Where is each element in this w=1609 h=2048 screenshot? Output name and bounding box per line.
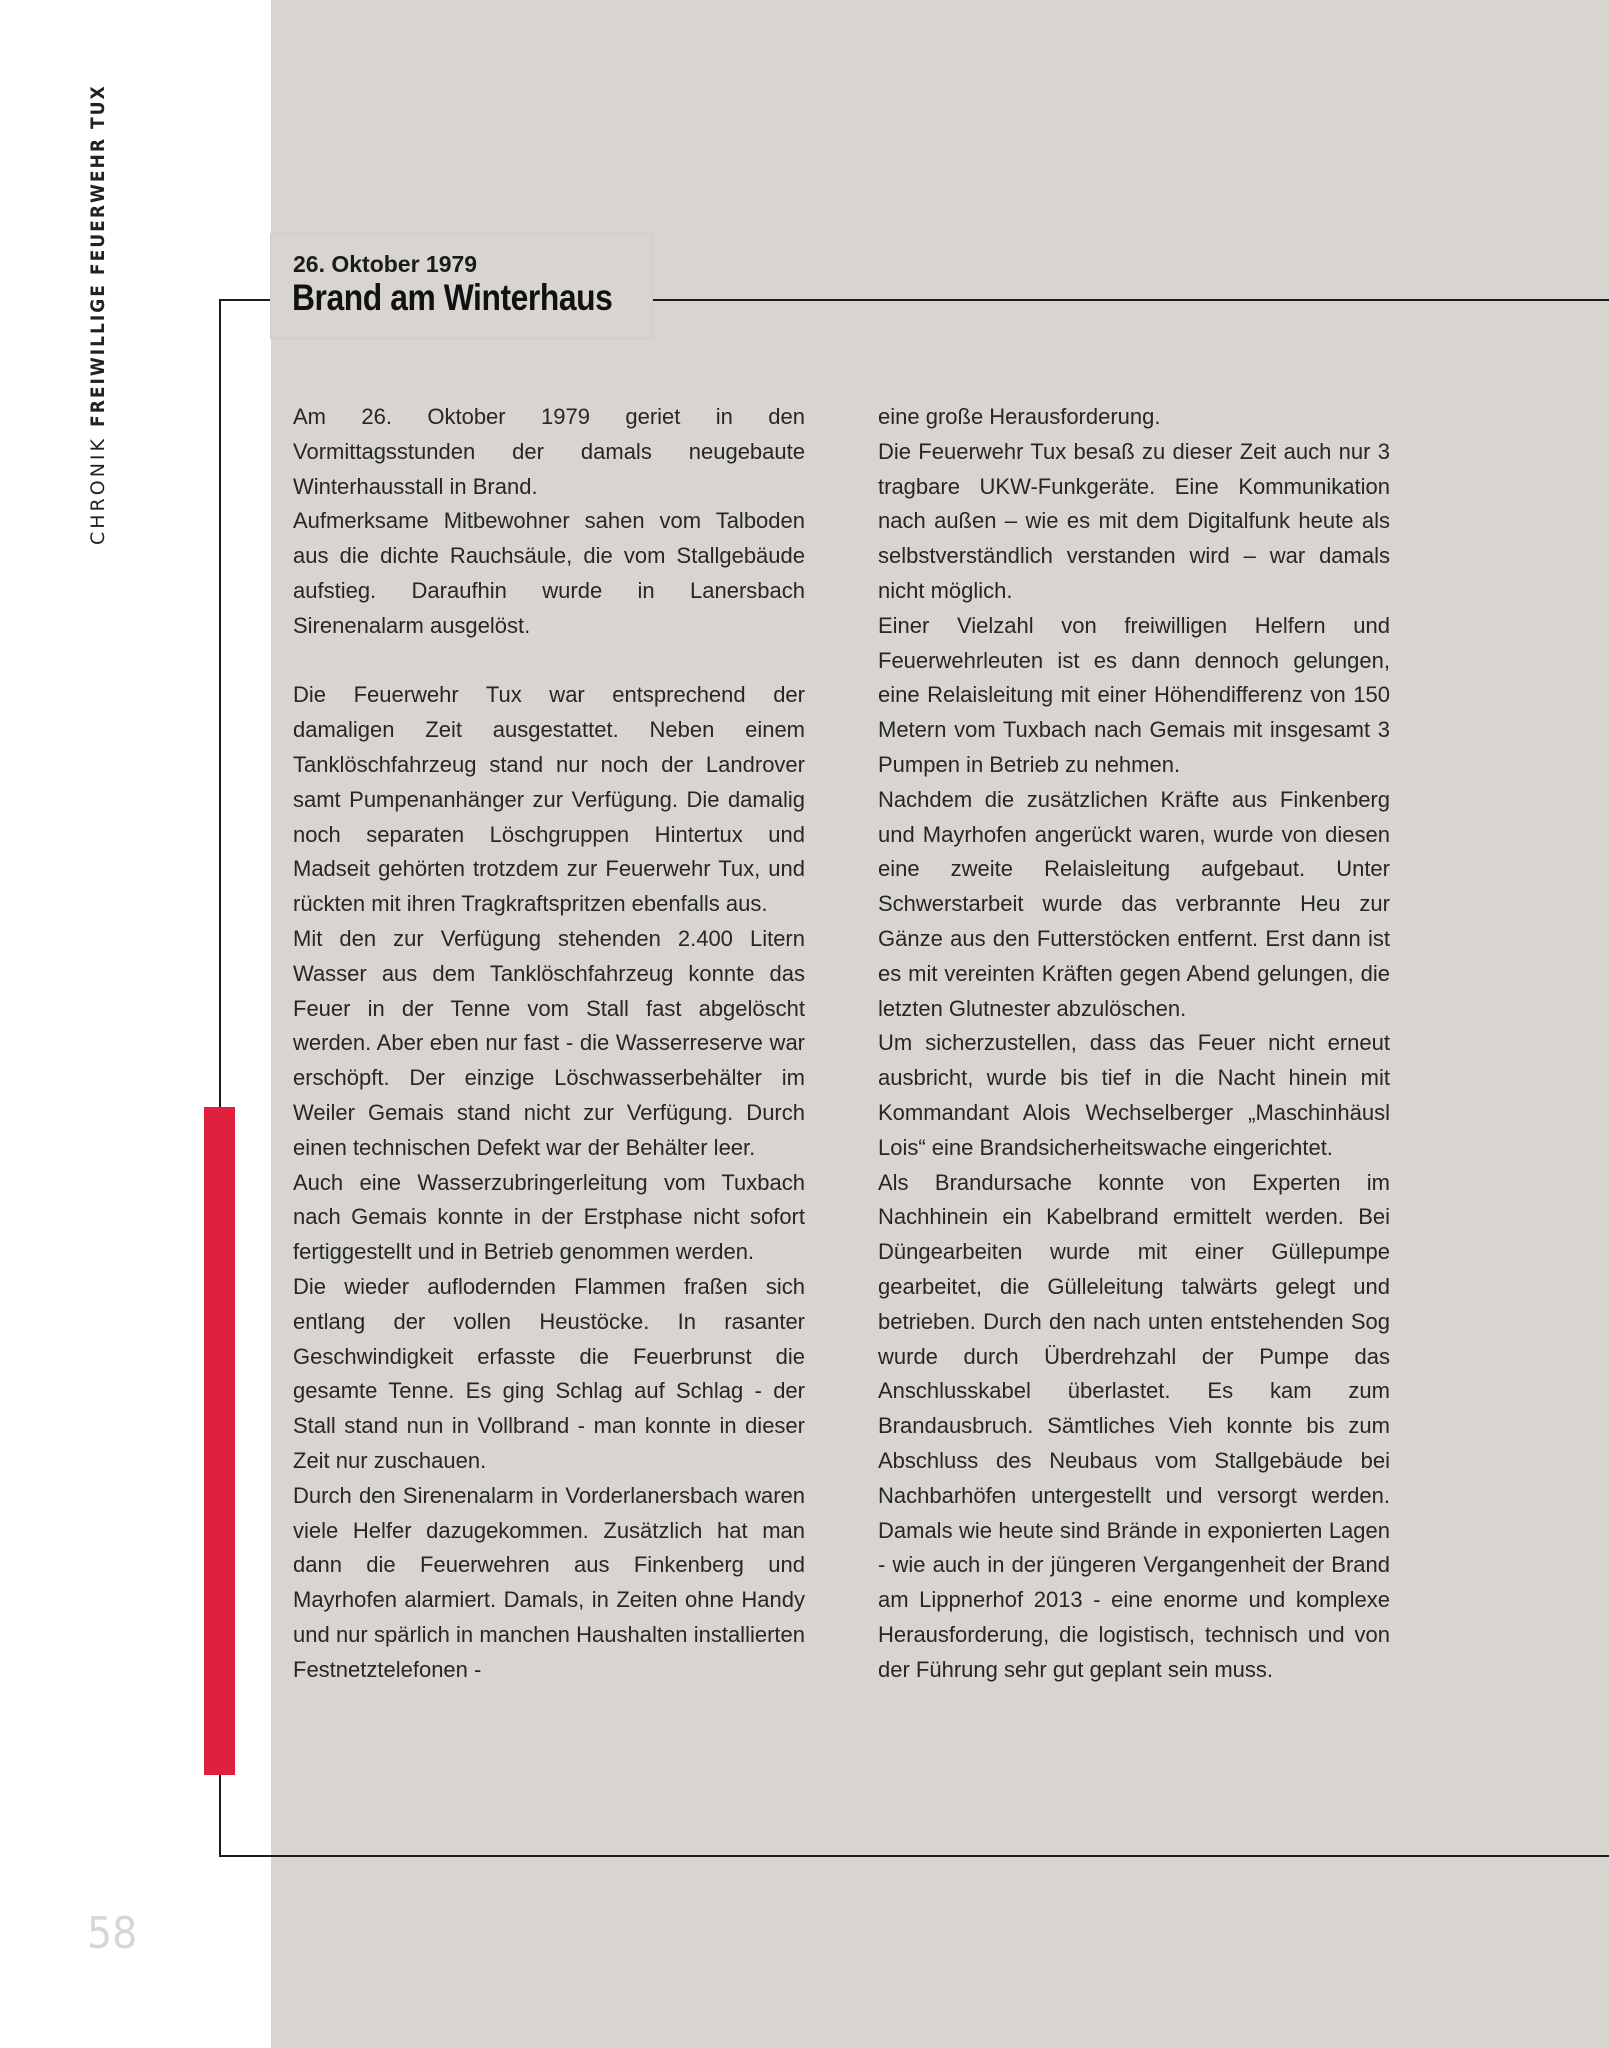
side-label-organization: FREIWILLIGE FEUERWEHR TUX (87, 84, 109, 427)
paragraph: Als Brandursache konnte von Experten im Nachhinein ein Kabelbrand ermittelt werden. Bei Düngearbeiten wurde mit einer Güllepumpe gearbeitet, die Gülleleitung talwärts gelegt und betrieben. Durch den nach unten entstehenden Sog wurde durch Überdrehzahl der Pumpe das Anschlusskabel überlastet. Es kam zum Brandausbruch. Sämtliches Vieh konnte bis zum Abschluss des Neubaus vom Stallgebäude bei Nachbarhöfen untergestellt und versorgt werden. Damals wie heute sind Brände in exponierten Lagen - wie auch in der jüngeren Vergangenheit der Brand am Lippnerhof 2013 - eine enorme und komplexe Herausforderung, die logistisch, technisch und von der Führung sehr gut geplant sein muss. (878, 1169, 1390, 1682)
paragraph: Mit den zur Verfügung stehenden 2.400 Litern Wasser aus dem Tanklöschfahrzeug konnte das Feuer in der Tenne vom Stall fast abgelöscht werden. Aber eben nur fast - die Wasserreserve war erschöpft. Der einzige Löschwasserbehälter im Weiler Gemais stand nicht zur Verfügung. Durch einen technischen Defekt war der Behälter leer. (293, 925, 805, 1160)
chronicle-side-label (87, 84, 109, 545)
frame-line-bottom (219, 1855, 1609, 1857)
paragraph: Am 26. Oktober 1979 geriet in den Vormittagsstunden der damals neugebaute Winterhausstall in Brand. (293, 404, 805, 499)
article-column-left (293, 400, 805, 1687)
frame-line-top-right (652, 299, 1609, 301)
paragraph: Durch den Sirenenalarm in Vorderlanersbach waren viele Helfer dazugekommen. Zusätzlich hat man dann die Feuerwehren aus Finkenberg und Mayrhofen alarmiert. Damals, in Zeiten ohne Handy und nur spärlich in manchen Haushalten installierten Festnetztelefonen - (293, 1482, 805, 1682)
paragraph: Einer Vielzahl von freiwilligen Helfern und Feuerwehrleuten ist es dann dennoch gelungen, eine Relaisleitung mit einer Höhendifferenz von 150 Metern vom Tuxbach nach Gemais mit insgesamt 3 Pumpen in Betrieb zu nehmen. (878, 612, 1390, 777)
article-title: Brand am Winterhaus (292, 277, 613, 318)
accent-red-bar (204, 1107, 235, 1775)
article-date: 26. Oktober 1979 (293, 251, 478, 277)
paragraph: Die wieder auflodernden Flammen fraßen sich entlang der vollen Heustöcke. In rasanter Geschwindigkeit erfasste die Feuerbrunst die gesamte Tenne. Es ging Schlag auf Schlag - der Stall stand nun in Vollbrand - man konnte in dieser Zeit nur zuschauen. (293, 1273, 805, 1473)
page-number: 58 (87, 1908, 138, 1959)
paragraph: Aufmerksame Mitbewohner sahen vom Talboden aus die dichte Rauchsäule, die vom Stallgebäude aufstieg. Daraufhin wurde in Lanersbach Sirenenalarm ausgelöst. (293, 508, 805, 638)
paragraph: Nachdem die zusätzlichen Kräfte aus Finkenberg und Mayrhofen angerückt waren, wurde von diesen eine zweite Relaisleitung aufgebaut. Unter Schwerstarbeit wurde das verbrannte Heu zur Gänze aus den Futterstöcken entfernt. Erst dann ist es mit vereinten Kräften gegen Abend gelungen, die letzten Glutnester abzulöschen. (878, 786, 1390, 1021)
frame-line-top-left (219, 299, 271, 301)
side-label-prefix: CHRONIK (87, 426, 109, 545)
paragraph: Die Feuerwehr Tux war entsprechend der damaligen Zeit ausgestattet. Neben einem Tanklöschfahrzeug stand nur noch der Landrover samt Pumpenanhänger zur Verfügung. Die damalig noch separaten Löschgruppen Hintertux und Madseit gehörten trotzdem zur Feuerwehr Tux, und rückten mit ihren Tragkraftspritzen ebenfalls aus. (293, 682, 805, 917)
paragraph: eine große Herausforderung. (878, 404, 1161, 429)
paragraph-gap (293, 644, 805, 679)
paragraph: Die Feuerwehr Tux besaß zu dieser Zeit auch nur 3 tragbare UKW-Funkgeräte. Eine Kommunikation nach außen – wie es mit dem Digitalfunk heute als selbstverständlich verstanden wird – war damals nicht möglich. (878, 438, 1390, 603)
paragraph: Um sicherzustellen, dass das Feuer nicht erneut ausbricht, wurde bis tief in die Nacht hinein mit Kommandant Alois Wechselberger „Maschinhäusl Lois“ eine Brandsicherheitswache eingerichtet. (878, 1030, 1390, 1160)
paragraph: Auch eine Wasserzubringerleitung vom Tuxbach nach Gemais konnte in der Erstphase nicht sofort fertiggestellt und in Betrieb genommen werden. (293, 1169, 805, 1265)
article-column-right (878, 400, 1390, 1687)
